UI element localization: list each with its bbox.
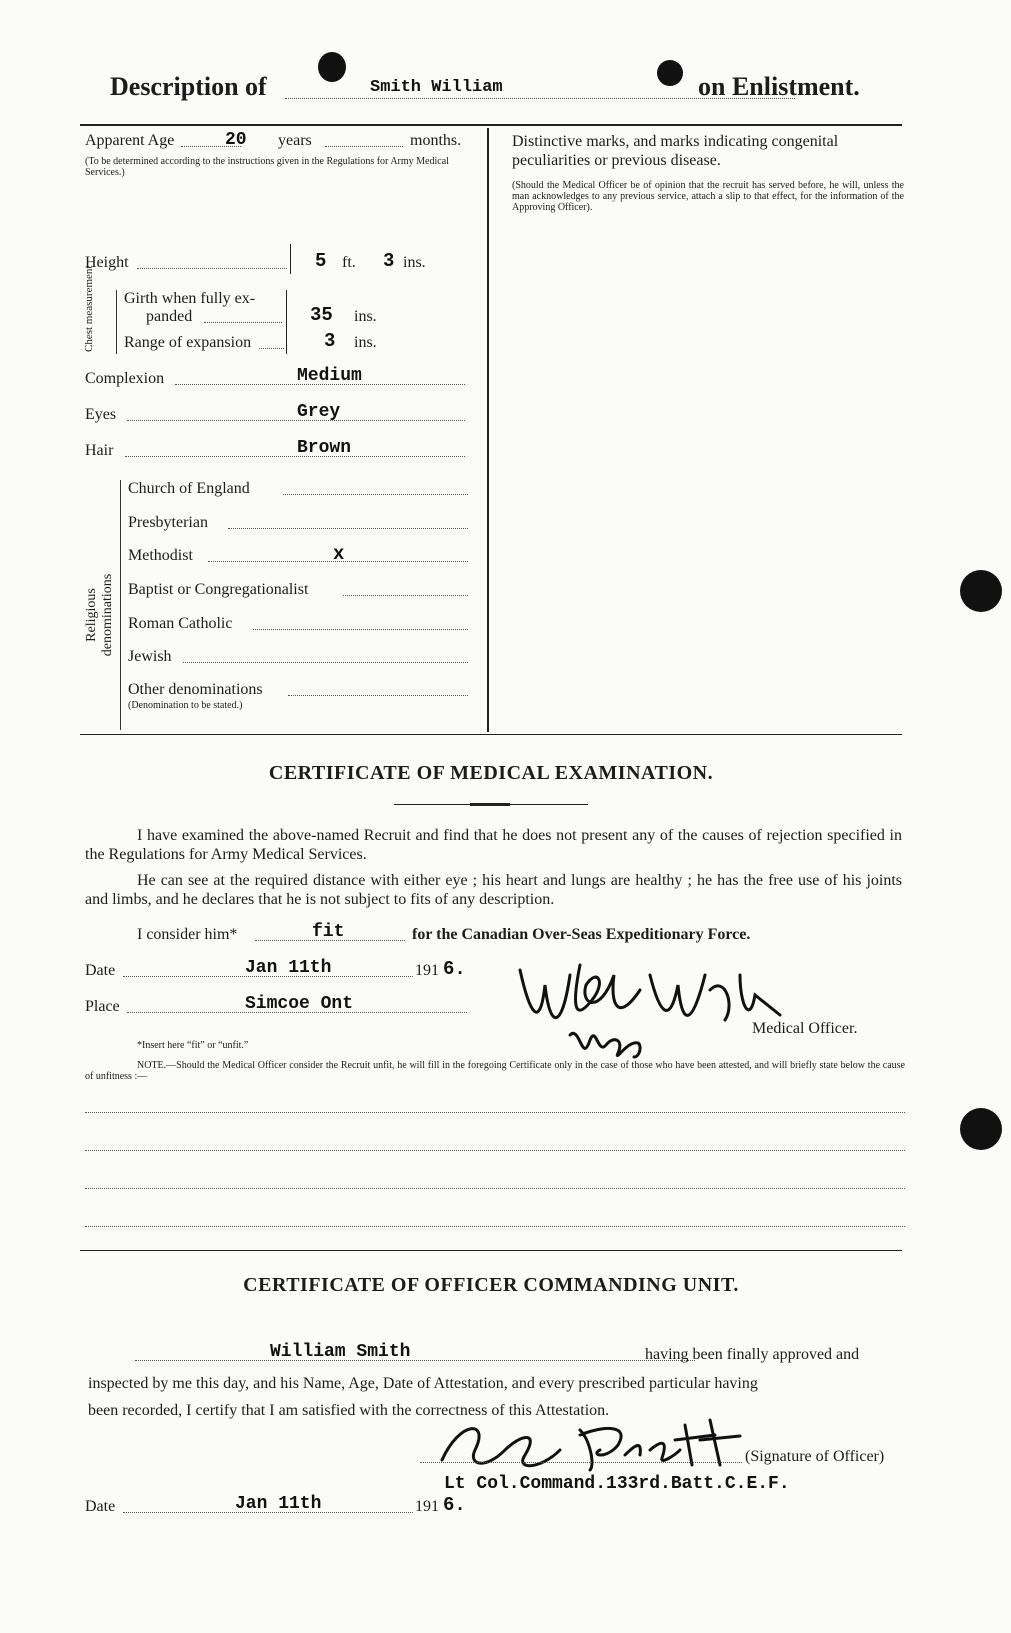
unfitness-note: NOTE.—Should the Medical Officer consider the Recruit unfit, he will fill in the foregoing Certificate only in the case of those who have been attested, and will briefly state below the cause of unfitness :— <box>85 1060 905 1082</box>
height-in-value: 3 <box>383 250 395 272</box>
denomination-note: (Denomination to be stated.) <box>128 700 243 711</box>
chest-measurement-label: Chest measurement <box>83 265 95 352</box>
unfitness-line-1 <box>85 1112 905 1113</box>
hair-value: Brown <box>297 438 352 458</box>
punch-hole-top <box>960 570 1002 612</box>
commanding-name-value: William Smith <box>270 1342 411 1362</box>
medical-officer-label: Medical Officer. <box>752 1020 858 1037</box>
complexion-row: Complexion Medium <box>85 370 475 388</box>
medical-para-2: He can see at the required distance with either eye ; his heart and lungs are healthy ; he has the free use of his joints and limbs, and he declares that he is not subject to fits of any description. <box>85 872 902 908</box>
range-value: 3 <box>324 330 336 352</box>
height-ft-value: 5 <box>315 250 327 272</box>
unfitness-line-2 <box>85 1150 905 1151</box>
header-description-of: Description of <box>110 72 267 101</box>
signature-of-officer-label: (Signature of Officer) <box>745 1448 885 1465</box>
religion-row: Baptist or Congregationalist <box>128 581 473 599</box>
medical-place-row: Place Simcoe Ont <box>85 998 485 1016</box>
punch-hole-bottom <box>960 1108 1002 1150</box>
medical-para-1: I have examined the above-named Recruit and find that he does not present any of the causes of rejection specified in the Regulations for Army Medical Services. <box>85 827 902 863</box>
insert-note: *Insert here “fit” or “unfit.” <box>137 1040 249 1051</box>
medical-officer-signature <box>510 945 810 1075</box>
religious-denominations-label: Religious denominations <box>84 573 115 657</box>
commanding-text-3: been recorded, I certify that I am satisfied with the correctness of this Attestation. <box>88 1402 610 1419</box>
religion-row: Other denominations <box>128 681 473 699</box>
commanding-officer-signature <box>430 1410 750 1480</box>
column-separator <box>487 128 489 732</box>
height-row: Height 5 ft. 3 ins. <box>85 254 475 272</box>
apparent-age-row: Apparent Age 20 years months. <box>85 130 462 150</box>
religion-row: Presbyterian <box>128 514 473 532</box>
consider-row: I consider him* fit for the Canadian Over-Seas Expeditionary Force. <box>137 922 751 943</box>
medical-certificate-title: CERTIFICATE OF MEDICAL EXAMINATION. <box>268 762 714 784</box>
commanding-text-2: inspected by me this day, and his Name, Age, Date of Attestation, and every prescribed particular having <box>88 1375 758 1392</box>
girth-row: Girth when fully ex- panded 35 ins. <box>124 290 474 326</box>
range-of-expansion-row: Range of expansion 3 ins. <box>124 330 377 352</box>
commanding-officer-value: Lt Col.Command.133rd.Batt.C.E.F. <box>444 1474 790 1494</box>
recruit-name: Smith William <box>370 78 503 97</box>
commanding-date-value: Jan 11th <box>235 1494 322 1514</box>
hair-row: Hair Brown <box>85 442 475 460</box>
commanding-certificate-title: CERTIFICATE OF OFFICER COMMANDING UNIT. <box>243 1274 739 1296</box>
medical-date-value: Jan 11th <box>245 958 332 978</box>
commanding-date-row: Date Jan 11th 191 6. <box>85 1494 466 1516</box>
age-note: (To be determined according to the instructions given in the Regulations for Army Medical Services.) <box>85 156 449 178</box>
unfitness-line-4 <box>85 1226 905 1227</box>
eyes-row: Eyes Grey <box>85 406 475 424</box>
eyes-value: Grey <box>297 402 341 422</box>
religion-row: Jewish <box>128 648 473 666</box>
religion-row: Methodist x <box>128 547 473 565</box>
apparent-age-value: 20 <box>225 130 247 150</box>
header-on-enlistment: on Enlistment. <box>698 72 860 101</box>
methodist-mark: x <box>333 543 345 565</box>
distinctive-marks-title: Distinctive marks, and marks indicating congenital peculiarities or previous disease. <box>512 133 839 169</box>
medical-place-value: Simcoe Ont <box>245 994 354 1014</box>
complexion-value: Medium <box>297 366 362 386</box>
medical-date-row: Date Jan 11th 191 6. <box>85 958 466 980</box>
religion-row: Church of England <box>128 480 473 498</box>
header <box>100 70 900 110</box>
religion-row: Roman Catholic <box>128 615 473 633</box>
girth-value: 35 <box>310 304 333 326</box>
distinctive-marks-note: (Should the Medical Officer be of opinion that the recruit has served before, he will, unless the man acknowledges to any previous service, attach a slip to that effect, for the information of the Approving Officer). <box>512 180 904 213</box>
unfitness-line-3 <box>85 1188 905 1189</box>
fitness-value: fit <box>312 922 345 942</box>
